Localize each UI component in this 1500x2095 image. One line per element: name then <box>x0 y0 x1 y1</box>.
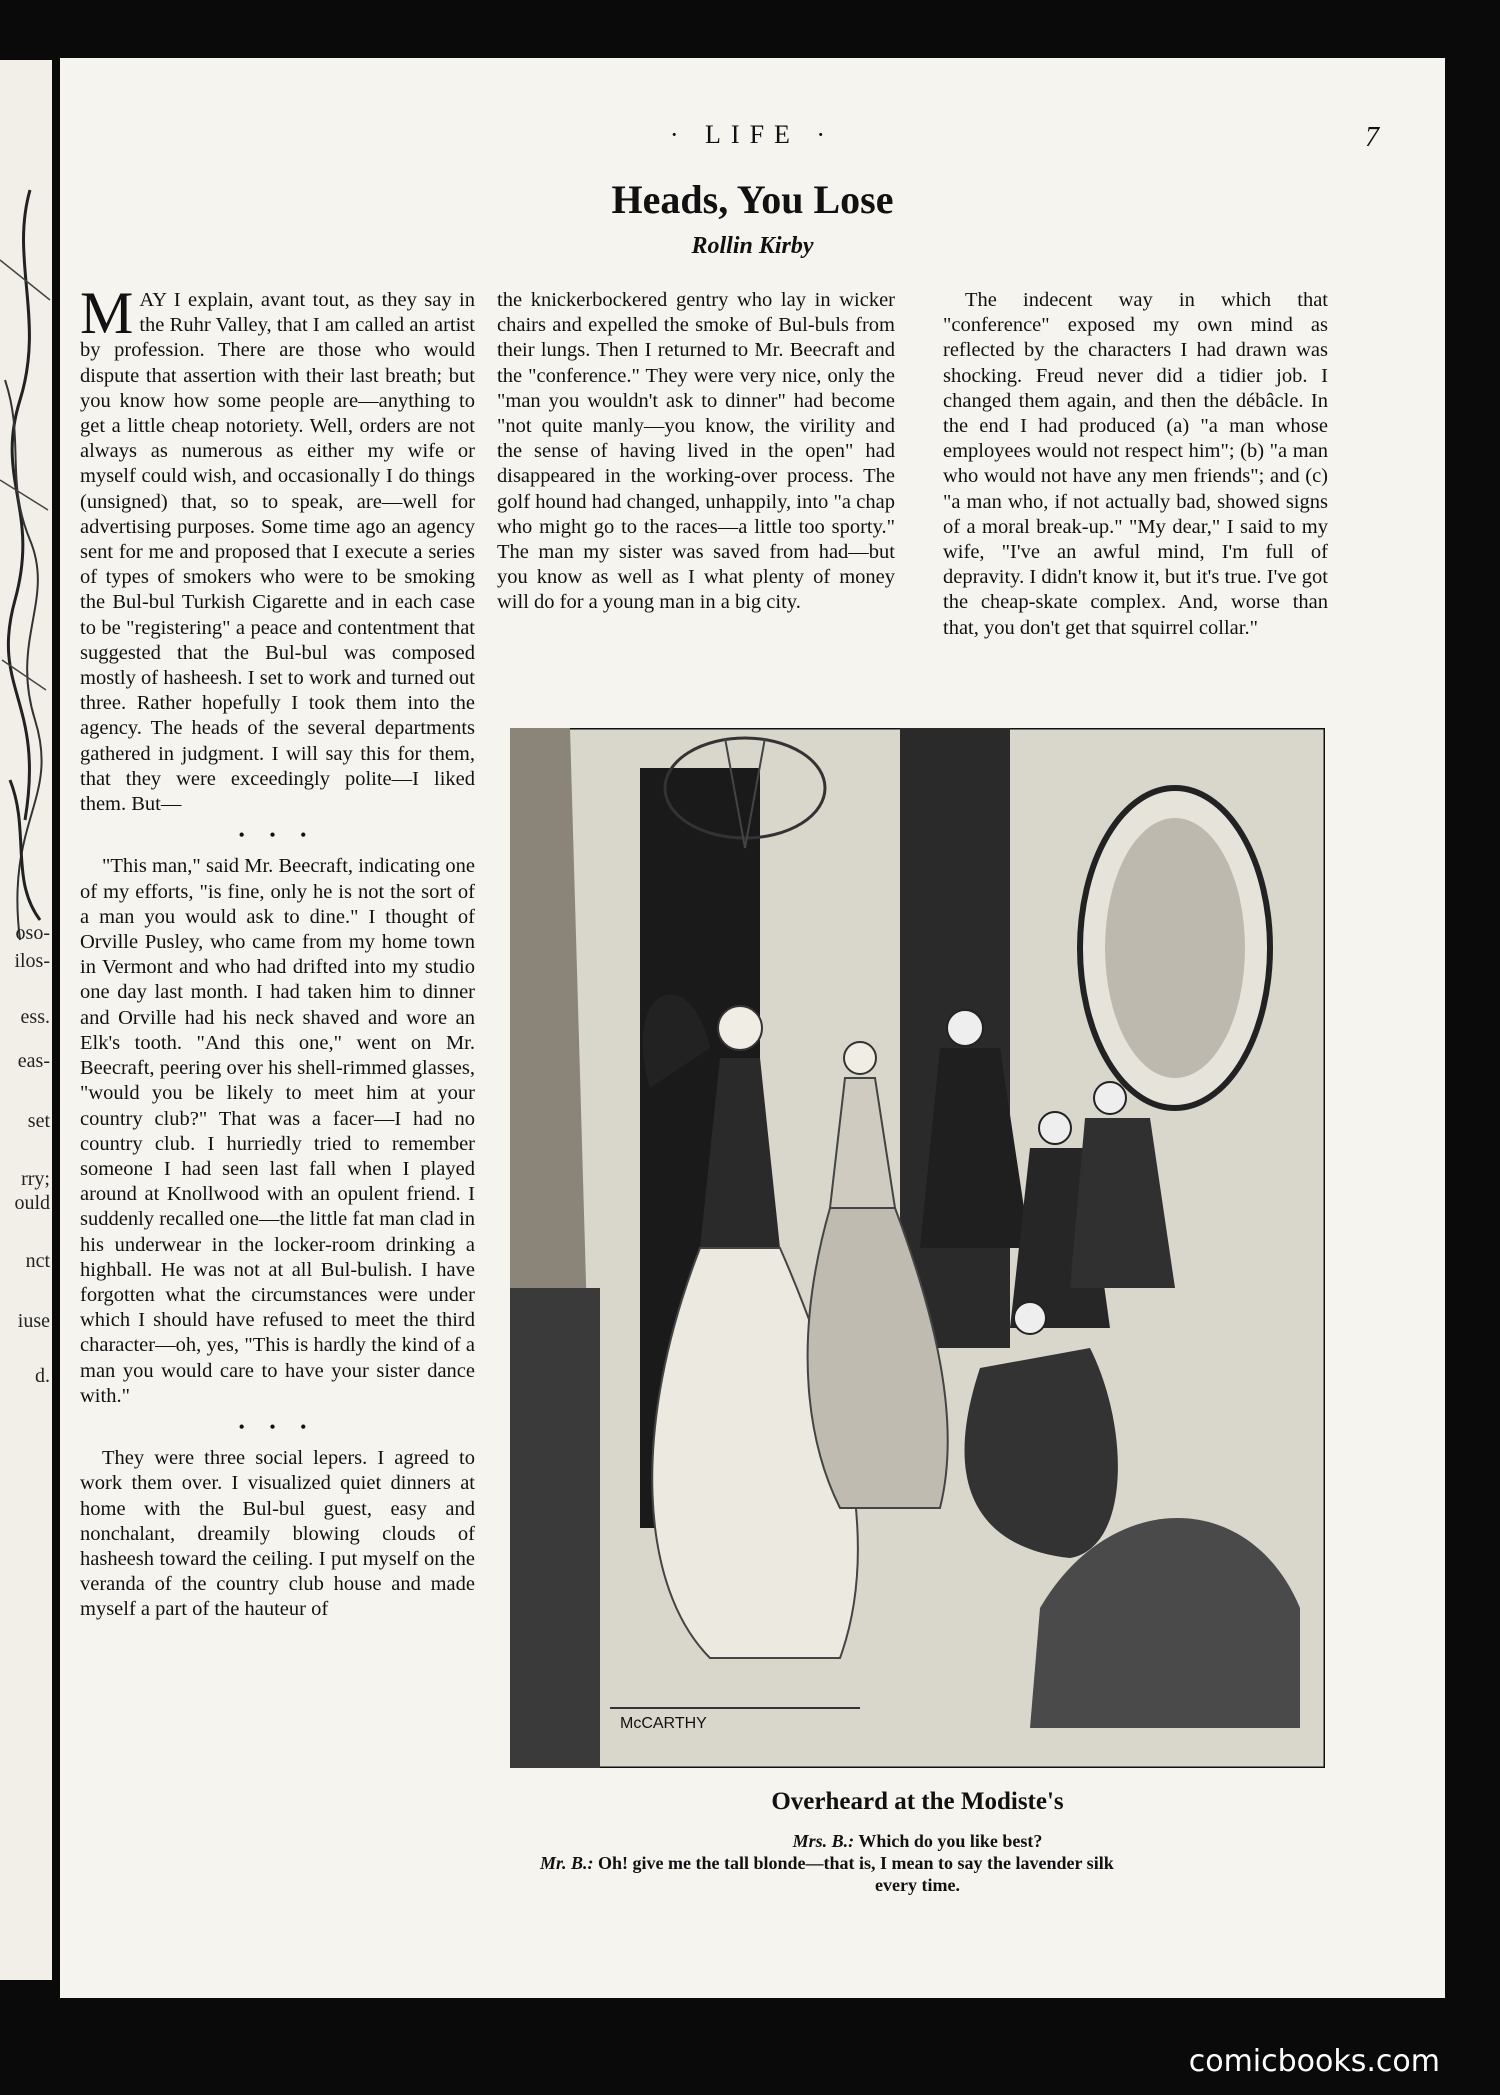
text-column-2 <box>497 288 895 616</box>
section-break: • • • <box>238 1416 317 1437</box>
artist-signature: McCARTHY <box>620 1715 707 1732</box>
strip-fragment: eas- <box>17 1050 50 1072</box>
caption-title: Overheard at the Modiste's <box>771 1788 1064 1815</box>
article-byline: Rollin Kirby <box>691 233 814 259</box>
modiste-illustration <box>510 728 1325 1768</box>
caption-line-3: every time. <box>875 1875 960 1895</box>
strip-fragment: d. <box>35 1365 50 1387</box>
speaker-label: Mr. B.: <box>540 1853 594 1873</box>
watermark: comicbooks.com <box>1188 2044 1440 2079</box>
speaker-label: Mrs. B.: <box>792 1831 855 1851</box>
strip-fragment: ilos- <box>14 950 50 972</box>
paragraph: The indecent way in which that "conference" exposed my own mind as reflected by the characters I had drawn was shocking. Freud never did a tidier job. I changed them again, and then the débâcle. In the end I had produced (a) "a man whose employees would not respect him"; (b) "a man who would not have any men friends"; and (c) "a man who, if not actually bad, showed signs of a moral break-up." "My dear," I said to my wife, "I've an awful mind, I'm full of depravity. I didn't know it, but it's true. I've got the cheap-skate complex. And, worse than that, you don't get that squirrel collar." <box>943 289 1328 639</box>
strip-fragment: ould <box>14 1192 50 1214</box>
paragraph: the knickerbockered gentry who lay in wicker chairs and expelled the smoke of Bul-buls from their lungs. Then I returned to Mr. Beecraft and the "conference." They were very nice, only the "man you wouldn't ask to dinner" had become "not quite manly—you know, the virility and the sense of having lived in the open" had disappeared in the working-over process. The golf hound had changed, unhappily, into "a chap who might go to the races—a little too sporty." The man my sister was saved from had—but you know as well as I what plenty of money will do for a young man in a big city. <box>497 289 895 614</box>
strip-fragment: oso- <box>15 922 50 944</box>
section-break: • • • <box>238 825 317 846</box>
text-column-3 <box>943 288 1328 641</box>
article-title: Heads, You Lose <box>611 177 894 222</box>
strip-fragment: ess. <box>20 1006 50 1028</box>
adjacent-page-strip <box>0 60 52 1980</box>
running-head: · LIFE · <box>669 120 836 149</box>
caption-line-2 <box>500 1852 1335 1874</box>
text-column-1 <box>80 280 475 1623</box>
paragraph: They were three social lepers. I agreed to work them over. I visualized quiet dinners at home with the Bul-bul guest, easy and nonchalant, dreamily blowing clouds of hasheesh toward the ceiling. I put myself on the veranda of the country club house and made myself a part of the hauteur of <box>80 1447 475 1621</box>
strip-fragment: set <box>27 1110 50 1132</box>
adjacent-page-drawing <box>0 180 52 1180</box>
caption-line-1 <box>500 1830 1335 1852</box>
dialogue-text: Which do you like best? <box>858 1831 1043 1851</box>
paragraph: "This man," said Mr. Beecraft, indicating one of my efforts, "is fine, only he is not the sort of a man you would ask to dine." I thought of Orville Pusley, who came from my home town in Vermont and who had drifted into my studio one day last month. I had taken him to dinner and Orville had his neck shaved and wore an Elk's tooth. "And this one," went on Mr. Beecraft, peering over his shell-rimmed glasses, "would you be likely to meet him at your country club?" That was a facer—I had no country club. I hurriedly tried to remember someone I had seen last fall when I played around at Knollwood with an opulent friend. I suddenly recalled one—the little fat man clad in his underwear in the locker-room drinking a highball. He was not at all Bul-bulish. I have forgotten what the circumstances were under which I should have refused to meet the third character—oh, yes, "This is hardly the kind of a man you would care to have your sister dance with." <box>80 855 475 1407</box>
dialogue-text: Oh! give me the tall blonde—that is, I mean to say the lavender silk <box>598 1853 1114 1873</box>
strip-fragment: rry; <box>21 1168 50 1190</box>
page-number: 7 <box>1365 122 1379 153</box>
strip-fragment: iuse <box>17 1310 50 1332</box>
drop-cap: M <box>80 280 134 346</box>
strip-fragment: nct <box>25 1250 50 1272</box>
magazine-page <box>60 58 1445 1998</box>
paragraph: MAY I explain, avant tout, as they say in the Ruhr Valley, that I am called an artist by profession. There are those who would dispute that assertion with their last breath; but you know how some people are—anything to get a little cheap notoriety. Well, orders are not always as numerous as either my wife or myself could wish, and occasionally I do things (unsigned) that, so to speak, are—well for advertising purposes. Some time ago an agency sent for me and proposed that I execute a series of types of smokers who were to be smoking the Bul-bul Turkish Cigarette and in each case to be "registering" a peace and contentment that suggested that the Bul-bul was composed mostly of hasheesh. I set to work and turned out three. Rather hopefully I took them into the agency. The heads of the several departments gathered in judgment. I will say this for them, that they were exceedingly polite—I liked them. But— <box>80 280 475 816</box>
